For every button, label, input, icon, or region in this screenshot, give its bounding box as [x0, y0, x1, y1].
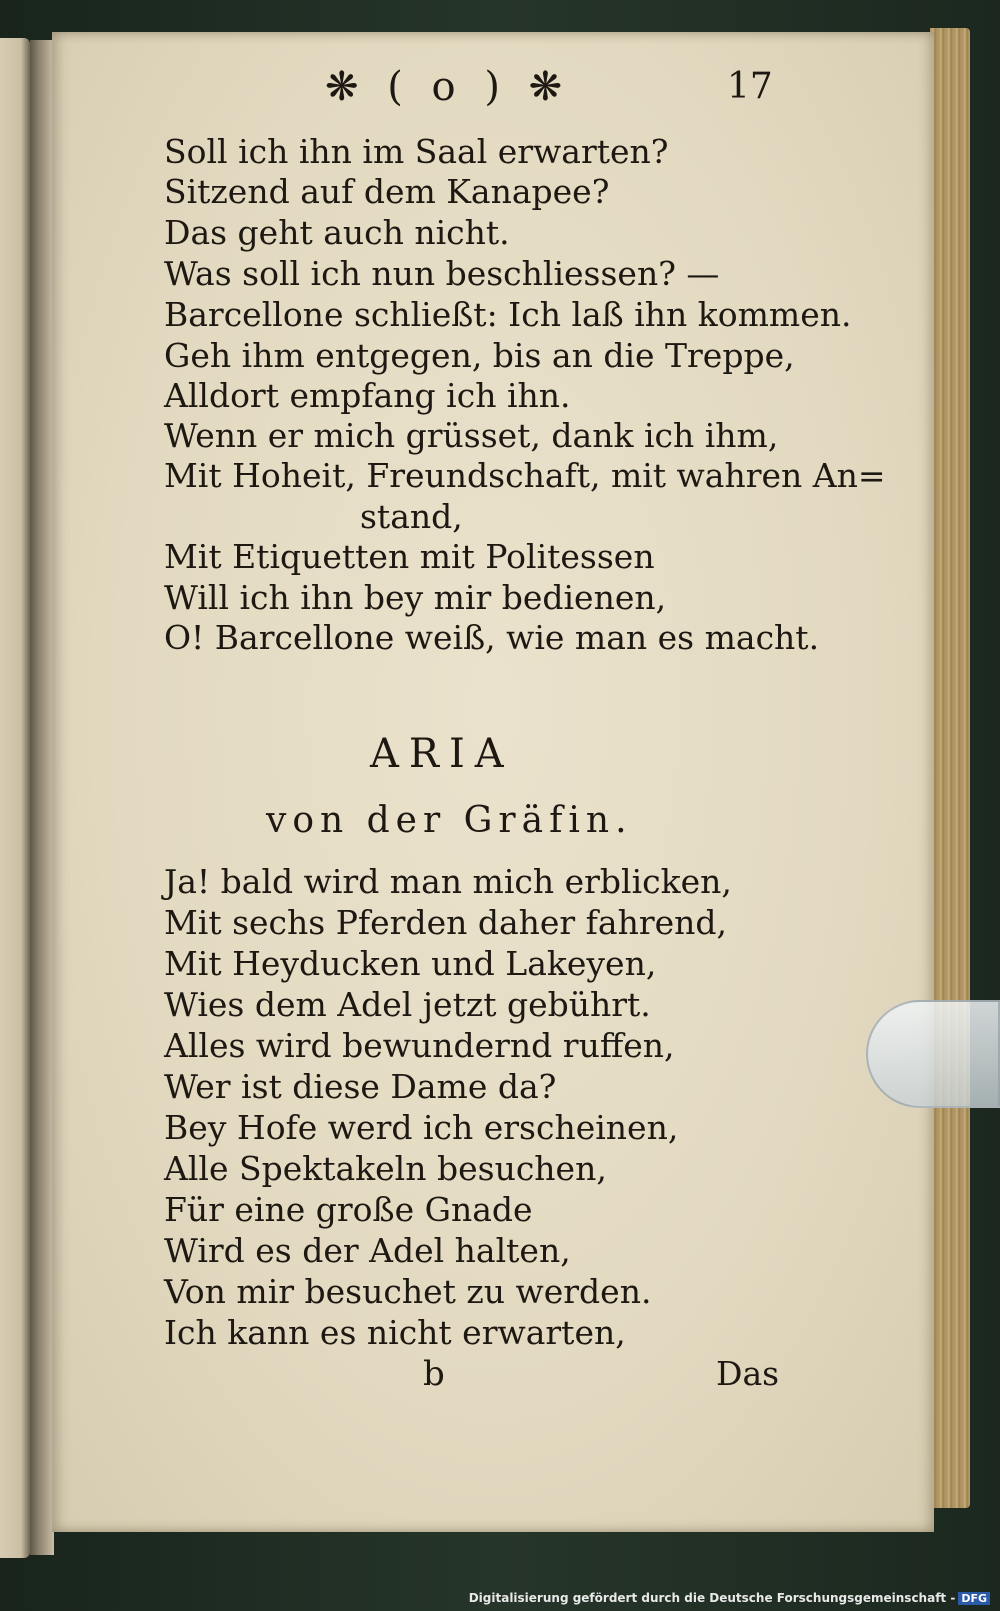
aria-line: Von mir besuchet zu werden.	[164, 1272, 652, 1311]
aria-line: Bey Hofe werd ich erscheinen,	[164, 1108, 679, 1147]
aria-title: ARIA	[370, 731, 514, 777]
aria-line: Wies dem Adel jetzt gebührt.	[164, 985, 651, 1024]
verse-line: Alldort empfang ich ihn.	[164, 376, 571, 415]
verse-line: Das geht auch nicht.	[164, 213, 510, 252]
header-ornament: ❋ ( o ) ❋	[325, 64, 571, 110]
credit-text: Digitalisierung gefördert durch die Deutsche Forschungsgemeinschaft -	[468, 1591, 956, 1605]
verse-line-continuation: stand,	[360, 497, 463, 536]
aria-line: Wer ist diese Dame da?	[164, 1067, 557, 1106]
verse-line: Geh ihm entgegen, bis an die Treppe,	[164, 336, 795, 375]
aria-line: Mit Heyducken und Lakeyen,	[164, 944, 657, 983]
aria-line: Mit sechs Pferden daher fahrend,	[164, 903, 727, 942]
signature-mark: b	[423, 1354, 445, 1394]
verse-line: Was soll ich nun beschliessen? —	[164, 254, 720, 293]
verse-line: Wenn er mich grüsset, dank ich ihm,	[164, 416, 779, 455]
aria-line: Alle Spektakeln besuchen,	[164, 1149, 607, 1188]
aria-line: Wird es der Adel halten,	[164, 1231, 571, 1270]
digitization-credit	[469, 1591, 990, 1605]
page-number: 17	[727, 66, 773, 107]
left-page-edge	[0, 38, 30, 1558]
aria-line: Alles wird bewundernd ruffen,	[164, 1026, 675, 1065]
page-stack-edges	[930, 28, 970, 1508]
verse-line: Mit Etiquetten mit Politessen	[164, 537, 655, 576]
aria-line: Ich kann es nicht erwarten,	[164, 1313, 626, 1352]
dfg-logo: DFG	[958, 1592, 990, 1605]
verse-line: Sitzend auf dem Kanapee?	[164, 172, 610, 211]
verse-line: Will ich ihn bey mir bedienen,	[164, 578, 667, 617]
verse-line: Barcellone schließt: Ich laß ihn kommen.	[164, 295, 852, 334]
catchword: Das	[716, 1354, 780, 1393]
aria-line: Für eine große Gnade	[164, 1190, 533, 1229]
aria-line: Ja! bald wird man mich erblicken,	[164, 862, 732, 901]
aria-subtitle: von der Gräfin.	[266, 800, 633, 841]
verse-line: O! Barcellone weiß, wie man es macht.	[164, 618, 820, 657]
verse-line: Soll ich ihn im Saal erwarten?	[164, 132, 669, 171]
verse-line: Mit Hoheit, Freundschaft, mit wahren An=	[164, 456, 886, 495]
book-gutter	[30, 40, 54, 1555]
page-clip	[866, 1000, 1000, 1108]
